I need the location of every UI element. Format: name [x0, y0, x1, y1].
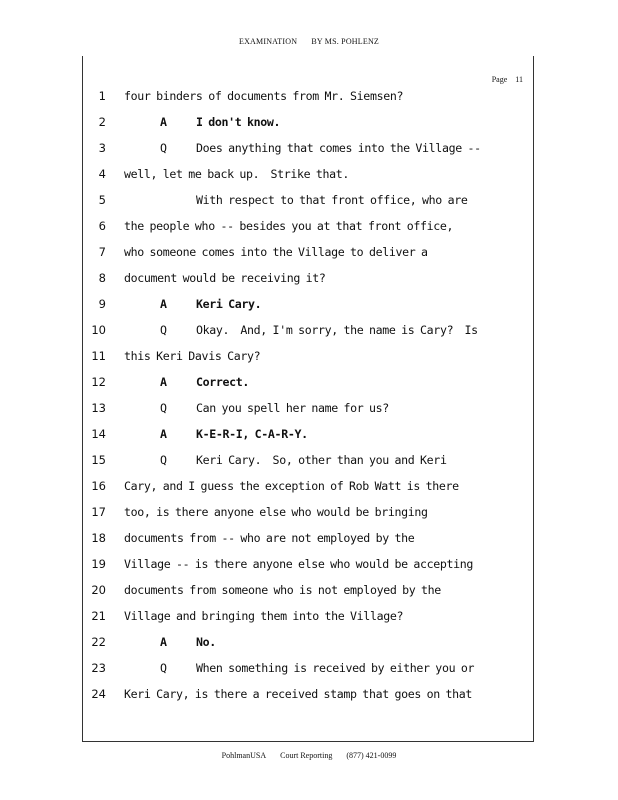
line-text [160, 660, 474, 676]
line-text [124, 270, 326, 286]
line-number: 8 [98, 271, 106, 285]
line-content: Keri Cary. [196, 297, 262, 311]
line-content: documents from -- who are not employed by the [124, 531, 415, 545]
line-text [196, 192, 467, 208]
speaker-label: A [160, 427, 167, 441]
line-content: Keri Cary, is there a received stamp that goes on that [124, 687, 473, 701]
line-text [124, 478, 459, 494]
speaker-label: Q [160, 323, 167, 337]
line-number: 3 [98, 141, 106, 155]
footer-service: Court Reporting [280, 751, 333, 760]
page-header [0, 37, 618, 46]
line-content: Correct. [196, 375, 250, 389]
line-text [160, 322, 478, 338]
header-examination: EXAMINATION [238, 37, 298, 46]
line-content: documents from someone who is not employed by the [124, 583, 441, 597]
line-content: No. [196, 635, 216, 649]
line-number: 23 [91, 661, 106, 675]
page-number-label [484, 75, 523, 84]
line-number: 20 [91, 583, 106, 597]
transcript-line [0, 218, 618, 244]
page-word: Page [491, 75, 508, 84]
transcript-line [0, 530, 618, 556]
line-number: 9 [98, 297, 106, 311]
speaker-label: Q [160, 401, 167, 415]
line-text [124, 166, 349, 182]
line-content: Can you spell her name for us? [196, 401, 389, 415]
line-number: 22 [91, 635, 106, 649]
line-content: too, is there anyone else who would be bringing [124, 505, 428, 519]
line-text [124, 530, 414, 546]
line-number: 16 [91, 479, 106, 493]
transcript-line [0, 504, 618, 530]
line-content: Village -- is there anyone else who would be accepting [124, 557, 474, 571]
transcript-line [0, 660, 618, 686]
line-number: 15 [91, 453, 106, 467]
transcript-line [0, 608, 618, 634]
line-number: 14 [91, 427, 106, 441]
line-text [160, 140, 481, 156]
transcript-line [0, 88, 618, 114]
speaker-label: A [160, 115, 167, 129]
line-content: When something is received by either you or [196, 661, 475, 675]
line-content: document would be receiving it? [124, 271, 326, 285]
transcript-line [0, 400, 618, 426]
line-number: 6 [98, 219, 106, 233]
line-text [124, 88, 403, 104]
page-footer [0, 751, 618, 760]
line-text [124, 686, 472, 702]
transcript-line [0, 348, 618, 374]
line-number: 13 [91, 401, 106, 415]
line-number: 5 [98, 193, 106, 207]
transcript-line [0, 686, 618, 712]
header-examiner: BY MS. POHLENZ [311, 37, 380, 46]
line-text [160, 374, 249, 390]
line-content: four binders of documents from Mr. Siemsen? [124, 89, 404, 103]
page-number: 11 [515, 75, 523, 84]
transcript-line [0, 582, 618, 608]
line-text [124, 504, 428, 520]
speaker-label: A [160, 375, 167, 389]
speaker-label: Q [160, 141, 167, 155]
speaker-label: Q [160, 453, 167, 467]
line-content: Does anything that comes into the Village -- [196, 141, 481, 155]
line-number: 11 [91, 349, 106, 363]
line-text [124, 608, 403, 624]
transcript-line [0, 556, 618, 582]
footer-company: PohlmanUSA [221, 751, 267, 760]
line-content: the people who -- besides you at that front office, [124, 219, 454, 233]
line-text [160, 400, 389, 416]
line-content: this Keri Davis Cary? [124, 349, 261, 363]
transcript-line [0, 192, 618, 218]
line-number: 2 [98, 115, 106, 129]
line-content: With respect to that front office, who are [196, 193, 468, 207]
line-text [160, 634, 216, 650]
line-number: 21 [91, 609, 106, 623]
transcript-line [0, 452, 618, 478]
transcript-line [0, 374, 618, 400]
line-number: 7 [98, 245, 106, 259]
transcript-line [0, 634, 618, 660]
speaker-label: A [160, 297, 167, 311]
line-number: 24 [91, 687, 106, 701]
line-text [160, 114, 280, 130]
line-content: Cary, and I guess the exception of Rob Watt is there [124, 479, 459, 493]
speaker-label: Q [160, 661, 167, 675]
line-text [124, 348, 260, 364]
line-text [124, 244, 428, 260]
line-content: well, let me back up. Strike that. [124, 167, 350, 181]
line-text [124, 556, 473, 572]
line-content: I don't know. [196, 115, 281, 129]
line-content: K-E-R-I, C-A-R-Y. [196, 427, 308, 441]
transcript-line [0, 426, 618, 452]
line-number: 10 [91, 323, 106, 337]
line-number: 19 [91, 557, 106, 571]
transcript-line [0, 478, 618, 504]
transcript-line [0, 114, 618, 140]
line-number: 17 [91, 505, 106, 519]
line-content: Okay. And, I'm sorry, the name is Cary? Is [196, 323, 478, 337]
line-content: who someone comes into the Village to deliver a [124, 245, 428, 259]
line-text [160, 426, 308, 442]
line-text [124, 582, 441, 598]
line-number: 12 [91, 375, 106, 389]
transcript-line [0, 244, 618, 270]
transcript-line [0, 166, 618, 192]
transcript-line [0, 270, 618, 296]
line-text [160, 452, 447, 468]
line-content: Keri Cary. So, other than you and Keri [196, 453, 447, 467]
transcript-line [0, 296, 618, 322]
footer-phone: (877) 421-0099 [346, 751, 397, 760]
line-number: 1 [98, 89, 106, 103]
line-text [124, 218, 453, 234]
line-number: 4 [98, 167, 106, 181]
transcript-line [0, 322, 618, 348]
speaker-label: A [160, 635, 167, 649]
line-number: 18 [91, 531, 106, 545]
line-text [160, 296, 261, 312]
line-content: Village and bringing them into the Village? [124, 609, 404, 623]
transcript-line [0, 140, 618, 166]
